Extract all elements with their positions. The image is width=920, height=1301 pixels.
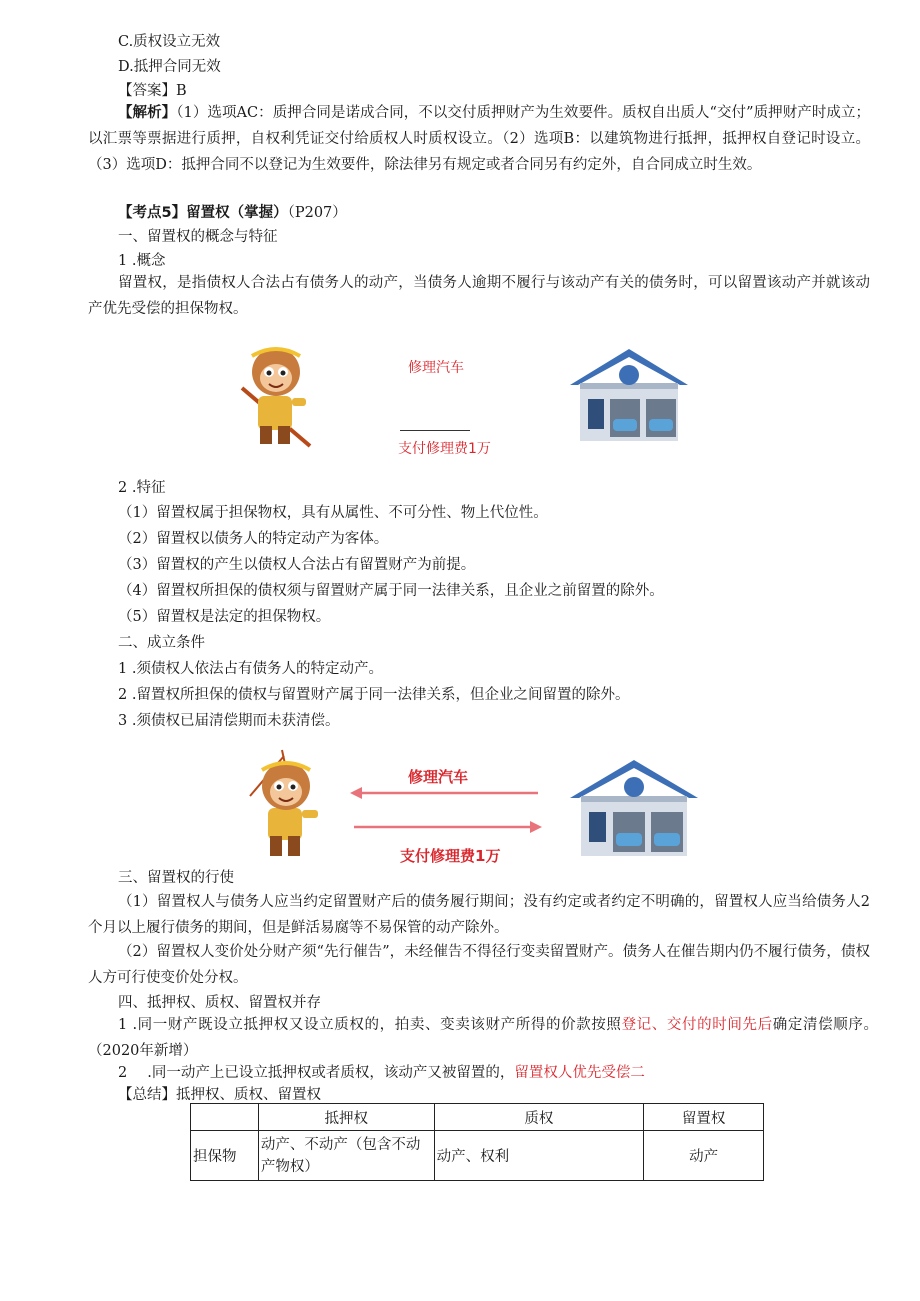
fig1-arrow-line (400, 430, 470, 431)
feature-2: （2）留置权以债务人的特定动产为客体。 (118, 531, 389, 547)
fig1-top-label: 修理汽车 (408, 360, 464, 376)
section3-title: 三、留置权的行使 (118, 870, 234, 886)
summary-label: 【总结】抵押权、质权、留置权 (118, 1087, 321, 1103)
summary-row-collateral (191, 1131, 764, 1181)
garage-house-figure (568, 347, 690, 443)
summary-header-mortgage: 抵押权 (258, 1104, 434, 1131)
summary-header-row (191, 1104, 764, 1131)
summary-header-lien: 留置权 (644, 1104, 764, 1131)
summary-header-pledge: 质权 (434, 1104, 644, 1131)
option-d: D.抵押合同无效 (118, 59, 221, 75)
exercise-paragraph-2: （2）留置权人变价处分财产须“先行催告”，未经催告不得径行变卖留置财产。债务人在催告期内仍不履行债务，债权人方可行使变价处分权。 (88, 944, 870, 986)
summary-header-empty (191, 1104, 259, 1131)
summary-cell-mortgage: 动产、不动产（包含不动产物权） (258, 1131, 434, 1181)
answer: 【答案】B (118, 83, 187, 99)
fig2-arrow-left (350, 786, 540, 800)
fig2-arrow-right (352, 820, 542, 834)
section1-sub1: 1 .概念 (118, 253, 166, 269)
option-c: C.质权设立无效 (118, 34, 221, 50)
coexist-item-2: 2 .同一动产上已设立抵押权或者质权，该动产又被留置的，留置权人优先受偿二 (118, 1065, 645, 1081)
section1-sub2: 2 .特征 (118, 480, 166, 496)
monkey-king-figure (236, 338, 316, 450)
condition-3: 3 .须债权已届清偿期而未获清偿。 (118, 713, 340, 729)
summary-cell-lien: 动产 (644, 1131, 764, 1181)
feature-3: （3）留置权的产生以债权人合法占有留置财产为前提。 (118, 557, 476, 573)
analysis-paragraph: 【解析】（1）选项AC：质押合同是诺成合同，不以交付质押财产为生效要件。质权自出质人“交付”质押财产时成立；以汇票等票据进行质押，自权利凭证交付给质权人时质权设立。（2）选项B：以建筑物进行抵押，抵押权自登记时设立。（3）选项D：抵押合同不以登记为生效要件，除法律另有规定或者合同另有约定外，自合同成立时生效。 (88, 104, 870, 173)
section4-title: 四、抵押权、质权、留置权并存 (118, 995, 321, 1011)
summary-row-label: 担保物 (191, 1131, 259, 1181)
feature-4: （4）留置权所担保的债权须与留置财产属于同一法律关系，且企业之前留置的除外。 (118, 583, 664, 599)
garage-house-figure-2 (568, 758, 700, 858)
summary-table (190, 1103, 764, 1181)
fig2-bottom-label: 支付修理费1万 (400, 847, 501, 865)
section1-title: 一、留置权的概念与特征 (118, 229, 278, 245)
fig2-top-label: 修理汽车 (408, 768, 469, 786)
condition-2: 2 .留置权所担保的债权与留置财产属于同一法律关系，但企业之间留置的除外。 (118, 687, 630, 703)
section2-title: 二、成立条件 (118, 635, 205, 651)
summary-cell-pledge: 动产、权利 (434, 1131, 644, 1181)
condition-1: 1 .须债权人依法占有债务人的特定动产。 (118, 661, 383, 677)
concept-paragraph: 留置权，是指债权人合法占有债务人的动产，当债务人逾期不履行与该动产有关的债务时，可以留置该动产并就该动产优先受偿的担保物权。 (88, 275, 870, 317)
fig1-bottom-label: 支付修理费1万 (398, 441, 491, 457)
exercise-paragraph-1: （1）留置权人与债务人应当约定留置财产后的债务履行期间；没有约定或者约定不明确的，留置权人应当给债务人2个月以上履行债务的期间，但是鲜活易腐等不易保管的动产除外。 (88, 894, 870, 936)
feature-1: （1）留置权属于担保物权，具有从属性、不可分性、物上代位性。 (118, 505, 548, 521)
coexist-item-1: 1 .同一财产既设立抵押权又设立质权的，拍卖、变卖该财产所得的价款按照登记、交付的时间先后确定清偿顺序。（2020年新增） (88, 1017, 879, 1059)
monkey-king-figure-2 (244, 748, 326, 860)
feature-5: （5）留置权是法定的担保物权。 (118, 609, 331, 625)
topic-heading: 【考点5】留置权（掌握）（P207） (118, 205, 347, 221)
